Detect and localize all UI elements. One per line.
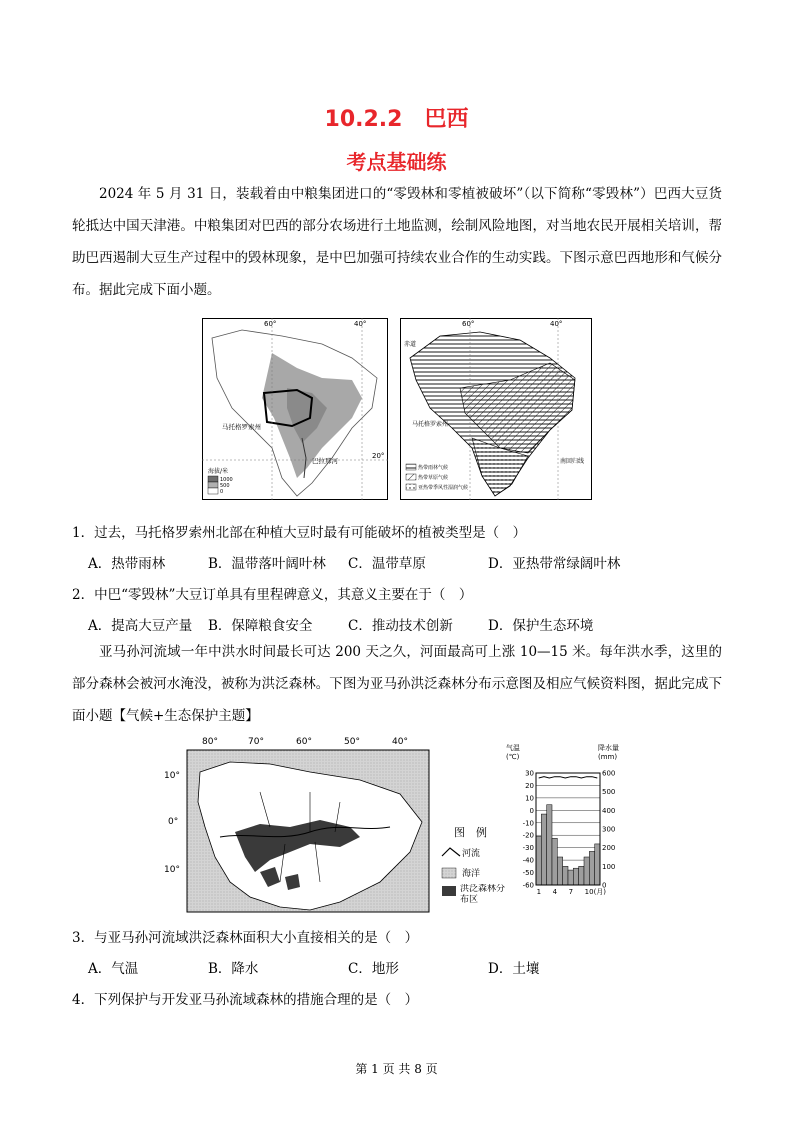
map1-legend-0: 0 <box>220 489 224 495</box>
map1-lat-20: 20° <box>372 452 385 460</box>
intro-paragraph-1: 2024 年 5 月 31 日，装载着由中粮集团进口的“零毁林和零植被破坏”（以下简称“零毁林”）巴西大豆货轮抵达中国天津港。中粮集团对巴西的部分农场进行土地监测，绘制风险地图，对当地农民开展相关培训，帮助巴西遏制大豆生产过程中的毁林现象，是中巴加强可持续农业合作的生动实践。下图示意巴西地形和气候分布。据此完成下面小题。 <box>72 186 722 298</box>
climate-chart <box>506 744 636 904</box>
map3-lon-80: 80° <box>202 737 218 747</box>
temp-tick-9: -60 <box>522 881 534 890</box>
temp-tick-4: -10 <box>522 819 534 828</box>
map1-river-label: 巴拉那河 <box>312 457 338 465</box>
precip-bar-month-12 <box>595 844 600 885</box>
climate-precip-axis-label: 降水量(mm) <box>598 744 619 761</box>
map1-legend-swatch-3 <box>208 488 218 494</box>
precip-tick-2: 400 <box>602 806 616 815</box>
map3-lon-50: 50° <box>344 737 360 747</box>
map3-legend-title: 图 例 <box>454 826 487 839</box>
q2-option-d: D．保护生态环境 <box>488 618 594 634</box>
map2-legend-1: 热带雨林气候 <box>418 465 449 471</box>
q3-option-a: A．气温 <box>88 961 139 977</box>
map3-lat-10s: 10° <box>164 865 180 875</box>
map1-lon-60: 60° <box>264 320 277 328</box>
climate-temp-axis-label: 气温(℃) <box>506 744 520 761</box>
temp-tick-3: 0 <box>529 806 534 815</box>
question-3-stem: 3．与亚马孙河流域洪泛森林面积大小直接相关的是（ ） <box>72 930 419 946</box>
map2-legend-3: 亚热带季风性湿润气候 <box>418 485 469 491</box>
map1-state-label: 马托格罗索州 <box>222 423 261 431</box>
precip-tick-1: 500 <box>602 788 616 797</box>
brazil-terrain-map <box>202 318 388 500</box>
temp-tick-0: 30 <box>525 769 534 778</box>
map3-legend-sea-swatch <box>442 868 456 878</box>
map1-lon-40: 40° <box>354 320 367 328</box>
map3-legend-forest: 洪泛森林分布区 <box>460 884 506 905</box>
map3-lon-40: 40° <box>392 737 408 747</box>
precip-bar-month-4 <box>552 838 557 885</box>
map3-lat-10n: 10° <box>164 771 180 781</box>
precip-tick-3: 300 <box>602 825 616 834</box>
map3-legend-forest-swatch <box>442 886 456 896</box>
page-subtitle: 考点基础练 <box>346 150 447 174</box>
q1-option-d: D．亚热带常绿阔叶林 <box>488 556 621 572</box>
question-1-stem: 1．过去，马托格罗索州北部在种植大豆时最有可能破坏的植被类型是（ ） <box>72 525 527 541</box>
precip-bar-month-10 <box>584 857 589 885</box>
map2-equator-label: 赤道 <box>404 341 417 348</box>
map3-lat-0: 0° <box>168 817 179 827</box>
map1-legend-500: 500 <box>220 483 230 489</box>
precip-tick-6: 0 <box>602 881 607 890</box>
map2-lon-60: 60° <box>462 320 475 328</box>
page-footer: 第 1 页 共 8 页 <box>355 1062 438 1076</box>
month-tick-3: 10(月) <box>584 888 607 896</box>
map3-legend-sea: 海洋 <box>462 869 481 879</box>
map2-legend-2: 热带草原气候 <box>418 475 449 481</box>
precip-bar-month-6 <box>563 866 568 885</box>
map3-lon-60: 60° <box>296 737 312 747</box>
map1-legend-title: 海拔/米 <box>208 468 229 475</box>
month-tick-1: 4 <box>552 888 558 896</box>
page-title: 10.2.2 巴西 <box>324 107 469 132</box>
map3-legend-river: 河流 <box>462 849 481 859</box>
temp-tick-7: -40 <box>522 856 534 865</box>
q3-option-b: B．降水 <box>208 961 259 977</box>
temp-tick-2: 10 <box>525 794 534 803</box>
month-tick-2: 7 <box>568 888 574 896</box>
map2-lon-40: 40° <box>550 320 563 328</box>
precip-tick-4: 200 <box>602 844 616 853</box>
precip-tick-5: 100 <box>602 862 616 871</box>
question-2-stem: 2．中巴“零毁林”大豆订单具有里程碑意义，其意义主要在于（ ） <box>72 587 473 603</box>
q1-option-c: C．温带草原 <box>348 556 426 572</box>
map1-legend-swatch-2 <box>208 482 218 488</box>
brazil-climate-map <box>400 318 592 500</box>
precip-bar-month-5 <box>557 857 562 885</box>
map3-lon-70: 70° <box>248 737 264 747</box>
amazon-flood-forest-map <box>160 732 510 914</box>
precip-bar-month-2 <box>541 814 546 885</box>
q3-option-c: C．地形 <box>348 961 399 977</box>
question-4-stem: 4．下列保护与开发亚马孙流域森林的措施合理的是（ ） <box>72 992 419 1008</box>
intro-paragraph-2: 亚马孙河流域一年中洪水时间最长可达 200 天之久，河面最高可上涨 10—15 米。每年洪水季，这里的部分森林会被河水淹没，被称为洪泛森林。下图为亚马孙洪泛森林分布示意图及相应气候资料图，据此完成下面小题【气候+生态保护主题】 <box>72 644 722 724</box>
map2-legend-swatch-3 <box>406 484 416 490</box>
map2-tropic-label: 南回归线 <box>560 458 585 465</box>
map2-legend-swatch-1 <box>406 464 416 470</box>
q2-option-c: C．推动技术创新 <box>348 618 453 634</box>
q1-option-a: A．热带雨林 <box>88 556 166 572</box>
precip-bar-month-9 <box>579 866 584 885</box>
precip-bar-month-1 <box>536 836 541 885</box>
q2-option-a: A．提高大豆产量 <box>88 618 193 634</box>
q2-option-b: B．保障粮食安全 <box>208 618 313 634</box>
q1-option-b: B．温带落叶阔叶林 <box>208 556 326 572</box>
temp-tick-5: -20 <box>522 831 534 840</box>
precip-bar-month-3 <box>547 805 552 885</box>
month-tick-0: 1 <box>536 888 542 896</box>
precip-bar-month-11 <box>589 851 594 885</box>
map3-legend-river-symbol <box>442 848 460 856</box>
temperature-line <box>539 777 598 778</box>
map1-legend-swatch-1 <box>208 476 218 482</box>
map1-legend-1000: 1000 <box>220 477 233 483</box>
precip-bar-month-7 <box>568 870 573 885</box>
temp-tick-8: -50 <box>522 869 534 878</box>
temp-tick-1: 20 <box>525 781 534 790</box>
map2-state-label: 马托格罗索州 <box>412 421 449 428</box>
map2-legend-swatch-2 <box>406 474 416 480</box>
precip-bar-month-8 <box>573 868 578 885</box>
temp-tick-6: -30 <box>522 844 534 853</box>
q3-option-d: D．土壤 <box>488 961 540 977</box>
precip-tick-0: 600 <box>602 769 616 778</box>
